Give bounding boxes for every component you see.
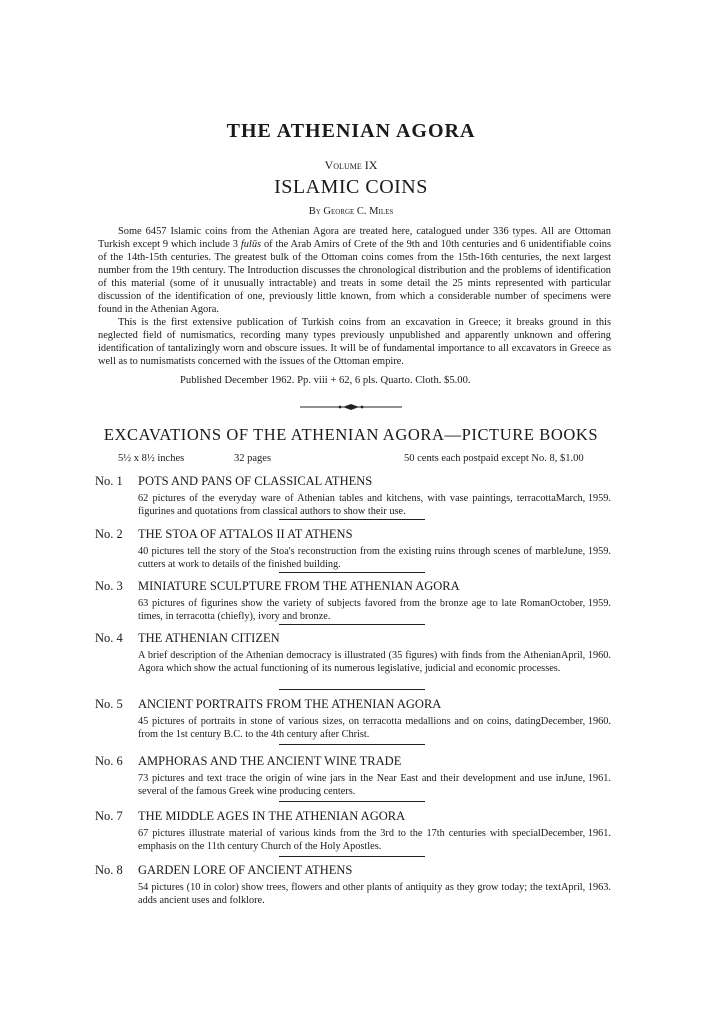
- rule-divider: [279, 519, 425, 520]
- book-number: No. 7: [95, 809, 123, 823]
- book-date: June, 1959.: [563, 546, 611, 557]
- price-info: 50 cents each postpaid except No. 8, $1.00: [404, 453, 584, 464]
- volume-label: Volume IX: [324, 158, 378, 172]
- page-count: 32 pages: [234, 453, 272, 464]
- book-number: No. 8: [95, 863, 123, 877]
- book-description: June, 1961. 73 pictures and text trace the origin of wine jars in the Near East and their development and use in several of the famous Greek wine producing centers.: [138, 773, 611, 797]
- book-entry-title: ANCIENT PORTRAITS FROM THE ATHENIAN AGORA: [138, 697, 442, 711]
- book-description: March, 1959. 62 pictures of the everyday ware of Athenian tables and kitchens, with vase paintings, terracotta figurines and quotations from classical authors to show their use.: [138, 493, 611, 517]
- book-entry-title: THE ATHENIAN CITIZEN: [138, 631, 280, 645]
- abstract-paragraph-1: Some 6457 Islamic coins from the Athenian Agora are treated here, catalogued under 336 types. All are Ottoman Turkish except 9 which include 3 fulūs of the Arab Amirs of Crete of the 9th and 10th centuries and 6 unidentifiable coins of the 14th-15th centuries. The greatest bulk of the Ottoman coins comes from the 15th-16th centuries, the next largest number from the 19th century. The Introduction discusses the chronological distribution and the problems of identification of this material (some of it unusually intractable) and treats in some detail the 25 mints represented with particular discussion of the identification of one, previously little known, from which a considerable number of specimens were found in the Athenian Agora.: [98, 226, 611, 315]
- book-number: No. 5: [95, 697, 123, 711]
- author-byline: By George C. Miles: [308, 206, 394, 217]
- book-entry-title: THE MIDDLE AGES IN THE ATHENIAN AGORA: [138, 809, 406, 823]
- abstract: [98, 225, 611, 368]
- book-entry-title: POTS AND PANS OF CLASSICAL ATHENS: [138, 474, 373, 488]
- book-description: October, 1959. 63 pictures of figurines show the variety of subjects favored from the bronze age to late Roman times, in terracotta (chiefly), ivory and bronze.: [138, 598, 611, 622]
- abstract-paragraph-2: This is the first extensive publication of Turkish coins from an excavation in Greece; it breaks ground in this neglected field of numismatics, recording many types previously unpublished and apparently unknown and offering identification of tantalizingly worn and obscure issues. It will be of fundamental importance to all excavators in Greece as well as to numismatists concerned with the issues of the Ottoman empire.: [98, 317, 611, 367]
- italic-term: fulūs: [240, 239, 262, 250]
- book-date: October, 1959.: [549, 598, 611, 609]
- divider-ornament: [300, 403, 402, 411]
- section-heading: EXCAVATIONS OF THE ATHENIAN AGORA—PICTURE BOOKS: [103, 425, 599, 444]
- book-number: No. 6: [95, 754, 123, 768]
- book-title: ISLAMIC COINS: [274, 176, 428, 198]
- book-date: March, 1959.: [555, 493, 611, 504]
- book-description: December, 1961. 67 pictures illustrate material of various kinds from the 3rd to the 17th centuries with special emphasis on the 11th century Church of the Holy Apostles.: [138, 828, 611, 852]
- book-entry-title: MINIATURE SCULPTURE FROM THE ATHENIAN AGORA: [138, 579, 460, 593]
- book-number: No. 1: [95, 474, 123, 488]
- rule-divider: [279, 624, 425, 625]
- publication-info: Published December 1962. Pp. viii + 62, 6 pls. Quarto. Cloth. $5.00.: [180, 375, 471, 386]
- book-entry-title: GARDEN LORE OF ANCIENT ATHENS: [138, 863, 353, 877]
- book-date: April, 1963.: [560, 882, 611, 893]
- book-date: December, 1961.: [540, 828, 611, 839]
- rule-divider: [279, 856, 425, 857]
- book-number: No. 2: [95, 527, 123, 541]
- rule-divider: [279, 572, 425, 573]
- page-title: THE ATHENIAN AGORA: [226, 120, 476, 142]
- book-description: April, 1963. 54 pictures (10 in color) show trees, flowers and other plants of antiquity as they grow today; the text adds ancient uses and folklore.: [138, 882, 611, 906]
- book-description: December, 1960. 45 pictures of portraits in stone of various sizes, on terracotta medallions and on coins, dating from the 1st century B.C. to the 4th century after Christ.: [138, 716, 611, 740]
- rule-divider: [279, 801, 425, 802]
- rule-divider: [279, 689, 425, 690]
- book-number: No. 3: [95, 579, 123, 593]
- book-description: June, 1959. 40 pictures tell the story of the Stoa's reconstruction from the existing ruins through scenes of marble cutters at work to details of the finished building.: [138, 546, 611, 570]
- book-date: April, 1960.: [560, 650, 611, 661]
- book-date: December, 1960.: [540, 716, 611, 727]
- book-entry-title: AMPHORAS AND THE ANCIENT WINE TRADE: [138, 754, 402, 768]
- book-date: June, 1961.: [563, 773, 611, 784]
- book-size: 5½ x 8½ inches: [118, 453, 185, 464]
- book-description: April, 1960. A brief description of the Athenian democracy is illustrated (35 figures) with finds from the Athenian Agora which show the actual functioning of its numerous legislative, judicial and economic processes.: [138, 650, 611, 674]
- book-number: No. 4: [95, 631, 123, 645]
- rule-divider: [279, 744, 425, 745]
- book-entry-title: THE STOA OF ATTALOS II AT ATHENS: [138, 527, 353, 541]
